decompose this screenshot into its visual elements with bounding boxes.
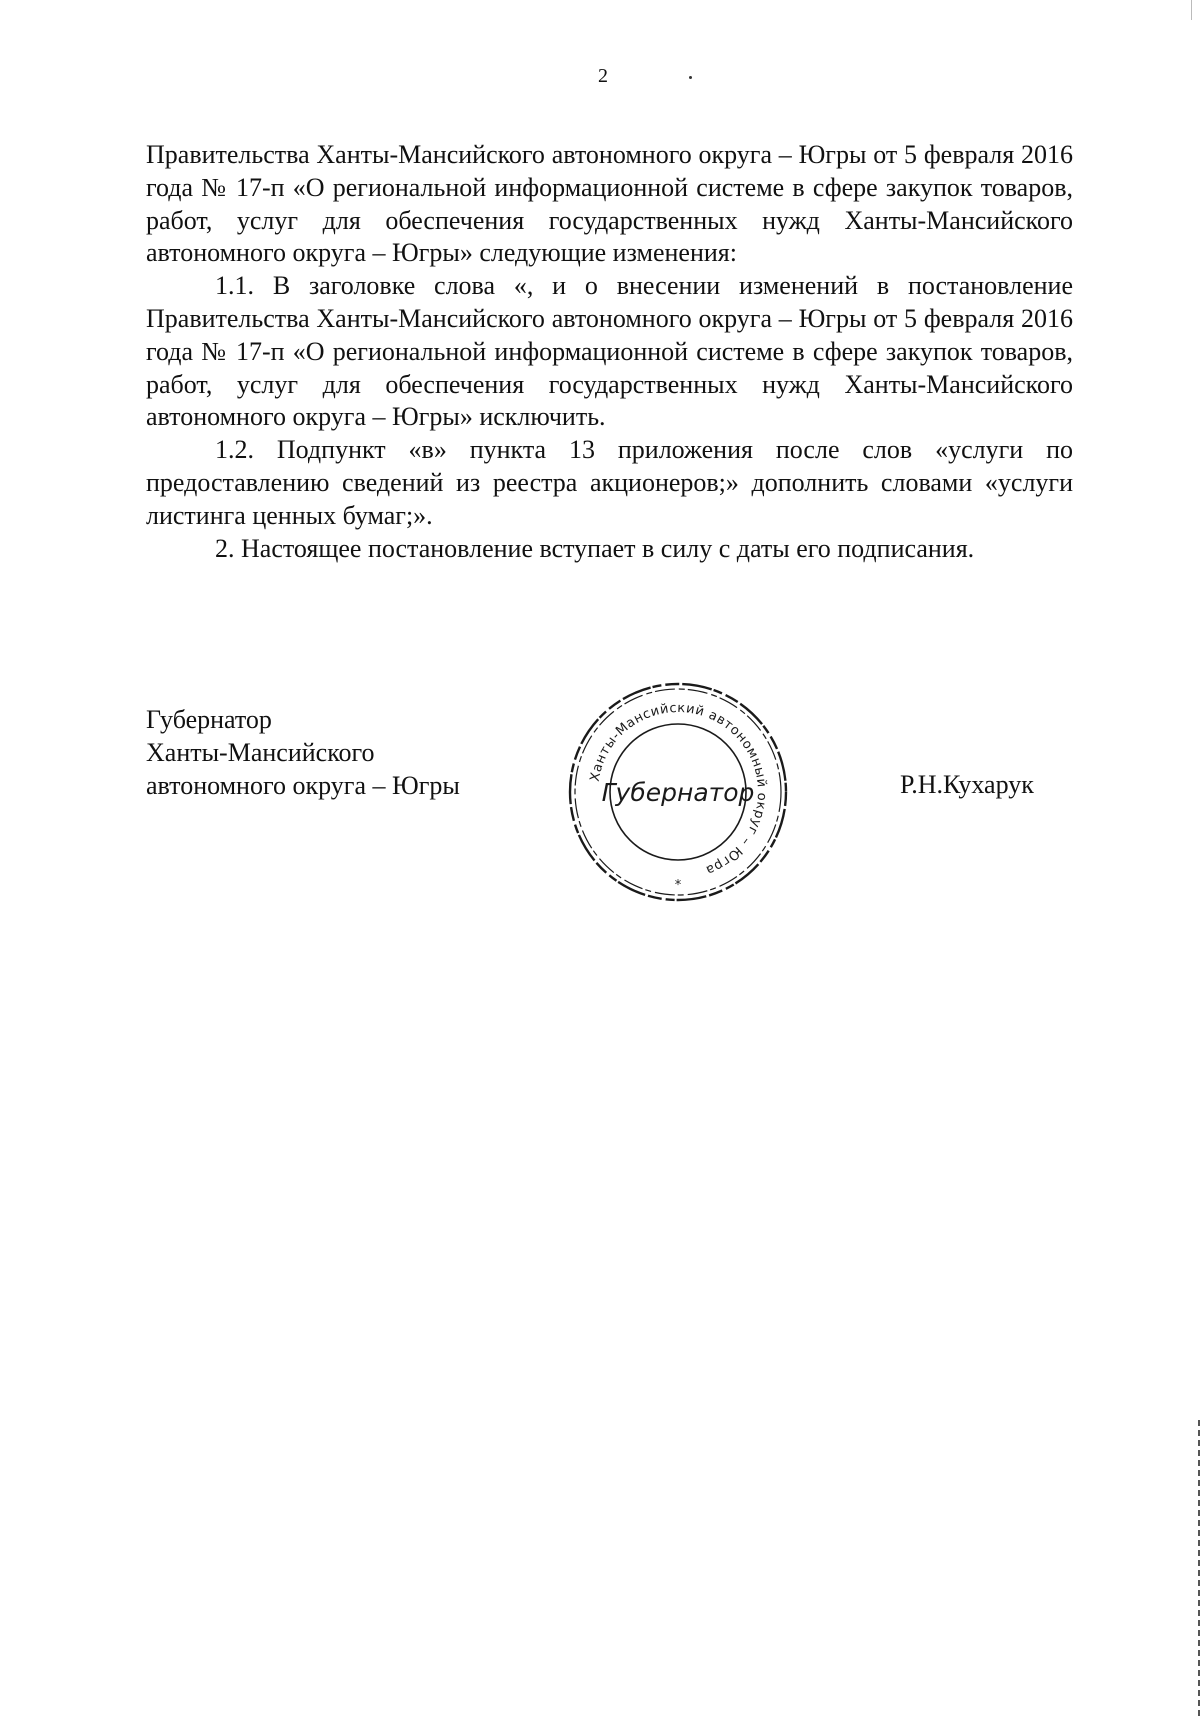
seal-star-icon: * xyxy=(674,878,682,893)
official-seal-stamp xyxy=(563,677,793,907)
signatory-title-line: автономного округа – Югры xyxy=(146,771,460,800)
paragraph-1-1: 1.1. В заголовке слова «, и о внесении изменений в постановление Правительства Ханты-Мансийского автономного округа – Югры от 5 февраля 2016 года № 17-п «О региональной информационной системе в сфере закупок товаров, работ, услуг для обеспечения государственных нужд Ханты-Мансийского автономного округа – Югры» исключить. xyxy=(146,271,1073,432)
paragraph-continuation: Правительства Ханты-Мансийского автономного округа – Югры от 5 февраля 2016 года № 17-п «О региональной информационной системе в сфере закупок товаров, работ, услуг для обеспечения государственных нужд Ханты-Мансийского автономного округа – Югры» следующие изменения: xyxy=(146,140,1073,268)
seal-ring-text: Ханты-Мансийский автономный округ – Югра xyxy=(587,700,770,878)
paragraph-1-2: 1.2. Подпункт «в» пункта 13 приложения после слов «услуги по предоставлению сведений из реестра акционеров;» дополнить словами «услуги листинга ценных бумаг;». xyxy=(146,435,1073,530)
scan-speck xyxy=(689,76,692,79)
signatory-name: Р.Н.Кухарук xyxy=(900,770,1034,799)
document-body xyxy=(146,139,1073,565)
signatory-title-line: Ханты-Мансийского xyxy=(146,738,375,767)
signatory-title xyxy=(146,703,460,802)
seal-center-text: Губернатор xyxy=(601,778,755,807)
page-number: 2 xyxy=(598,65,608,87)
signatory-title-line: Губернатор xyxy=(146,705,272,734)
paragraph-2: 2. Настоящее постановление вступает в силу с даты его подписания. xyxy=(215,533,975,563)
scan-edge-mark xyxy=(1191,0,1192,20)
